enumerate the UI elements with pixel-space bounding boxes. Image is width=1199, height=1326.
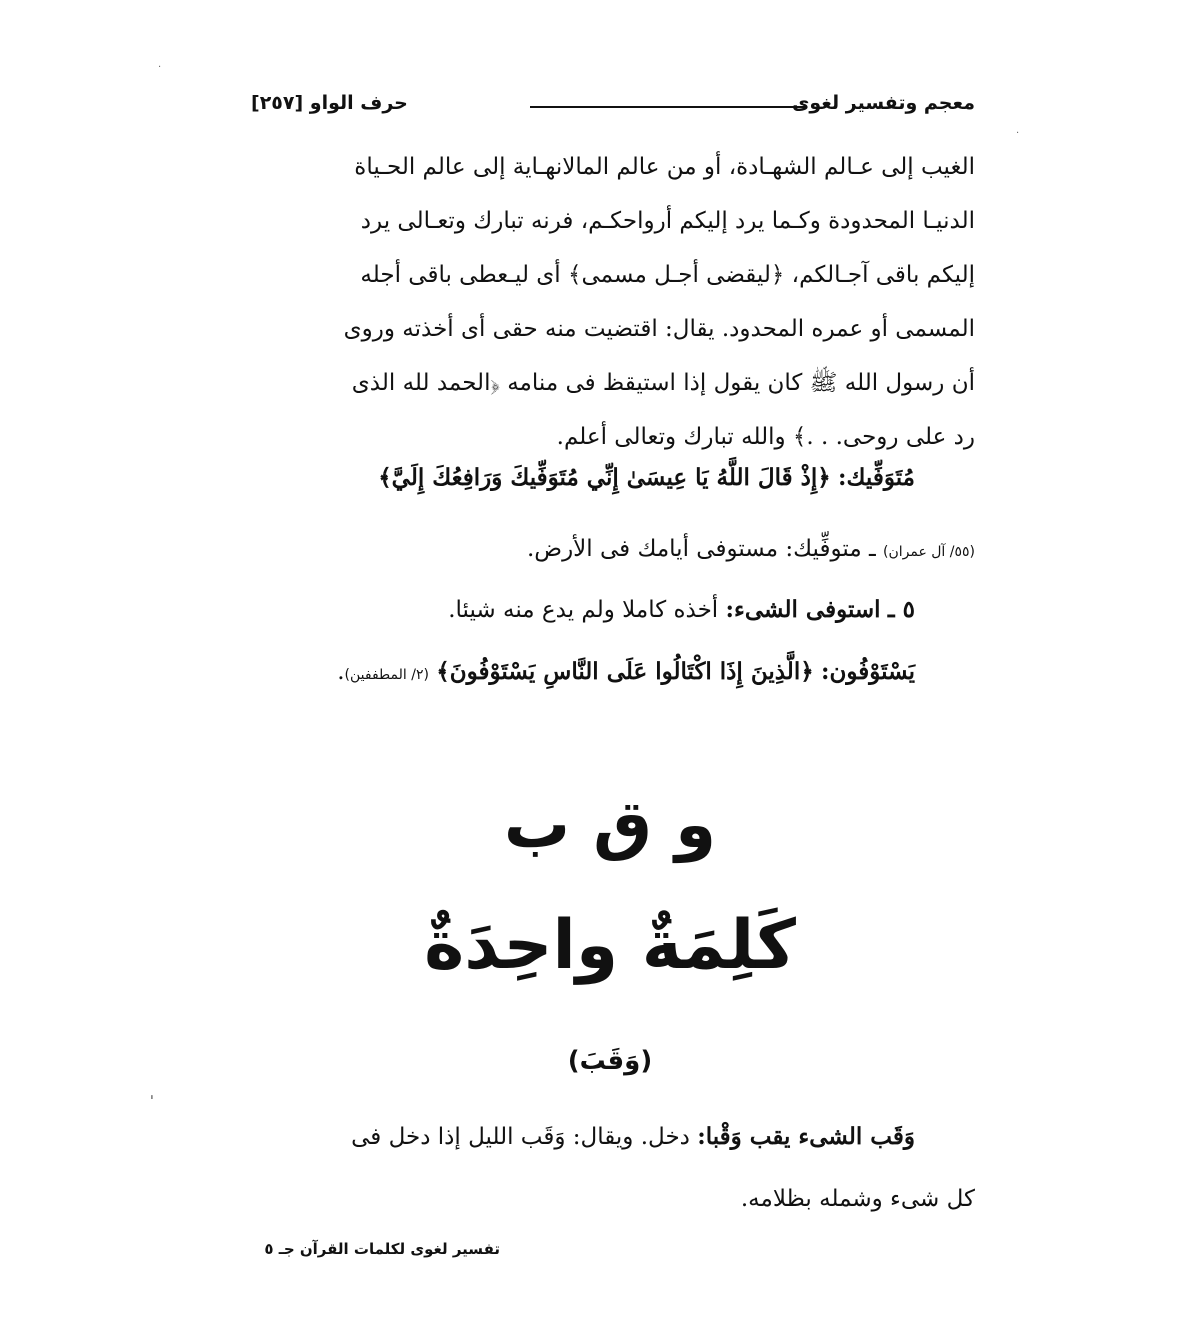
header-rule xyxy=(530,106,805,108)
entry-gloss: أخذه كاملا ولم يدع منه شيئا. xyxy=(448,597,719,623)
verse-reference: (٢/ المطففين) xyxy=(344,667,429,683)
body-line: المسمى أو عمره المحدود. يقال: اقتضيت منه حقى أى أخذته وروى xyxy=(343,316,975,342)
entry-headword: وَقَب الشىء يقب وَقْبا: xyxy=(697,1123,915,1150)
entry-mutawaffik-verse xyxy=(245,464,915,491)
sub-heading: (وَقَبَ) xyxy=(567,1046,653,1076)
section-name: حرف الواو xyxy=(309,92,408,114)
running-header xyxy=(245,92,975,122)
verse-reference: (٥٥/ آل عمران) xyxy=(883,544,975,560)
book-title: معجم وتفسير لغوى xyxy=(791,92,975,114)
entry-5 xyxy=(245,596,915,623)
one-word-heading: كَلِمَةٌ واحِدَةٌ xyxy=(424,906,796,985)
scan-speck: · xyxy=(158,62,162,73)
quran-verse: ﴿الَّذِينَ إِذَا اكْتَالُوا عَلَى النَّاسِ يَسْتَوْفُونَ﴾ xyxy=(436,658,814,685)
entry-mutawaffik-gloss xyxy=(245,536,975,562)
entry-headword: يَسْتَوْفُون: xyxy=(821,658,915,685)
page-footer: تفسير لغوى لكلمات القرآن جـ ٥ xyxy=(264,1240,500,1258)
body-line: كل شىء وشمله بظلامه. xyxy=(740,1186,975,1212)
section-title xyxy=(245,92,408,114)
body-line: أن رسول الله ﷺ كان يقول إذا استيقظ فى منامه ﴿الحمد لله الذى xyxy=(351,370,975,396)
scan-speck: ˈ xyxy=(150,1094,154,1110)
body-line xyxy=(245,1106,975,1168)
body-line: الدنيـا المحدودة وكـما يرد إليكم أرواحكـم، فرنه تبارك وتعـالى يرد xyxy=(360,208,975,234)
entry-gloss: ـ متوفِّيك: مستوفى أيامك فى الأرض. xyxy=(526,536,876,562)
body-line: إليكم باقى آجـالكم، ﴿ليقضى أجـل مسمى﴾ أى ليـعطى باقى أجله xyxy=(360,262,975,288)
entry-end: . xyxy=(337,659,345,685)
page-number: [٢٥٧] xyxy=(251,92,304,114)
entry-number: ٥ ـ xyxy=(887,596,915,623)
quran-verse: ﴿إِذْ قَالَ اللَّهُ يَا عِيسَىٰ إِنِّي مُتَوَفِّيكَ وَرَافِعُكَ إِلَيَّ﴾ xyxy=(378,464,831,491)
entry-headword: مُتَوَفِّيك: xyxy=(838,464,915,491)
waqab-paragraph xyxy=(245,1106,975,1230)
entry-headword: استوفى الشىء: xyxy=(725,596,881,623)
entry-gloss: دخل. ويقال: وَقَب الليل إذا دخل فى xyxy=(351,1124,690,1150)
body-line: رد على روحى. . .﴾ والله تبارك وتعالى أعلم. xyxy=(556,424,975,450)
body-line: الغيب إلى عـالم الشهـادة، أو من عالم المالانهـاية إلى عالم الحـياة xyxy=(354,154,975,180)
document-page xyxy=(245,86,975,1286)
body-paragraph xyxy=(245,140,975,464)
scan-speck: · xyxy=(1016,128,1020,139)
root-heading: و ق ب xyxy=(503,786,717,863)
entry-yastawfun xyxy=(245,658,915,685)
